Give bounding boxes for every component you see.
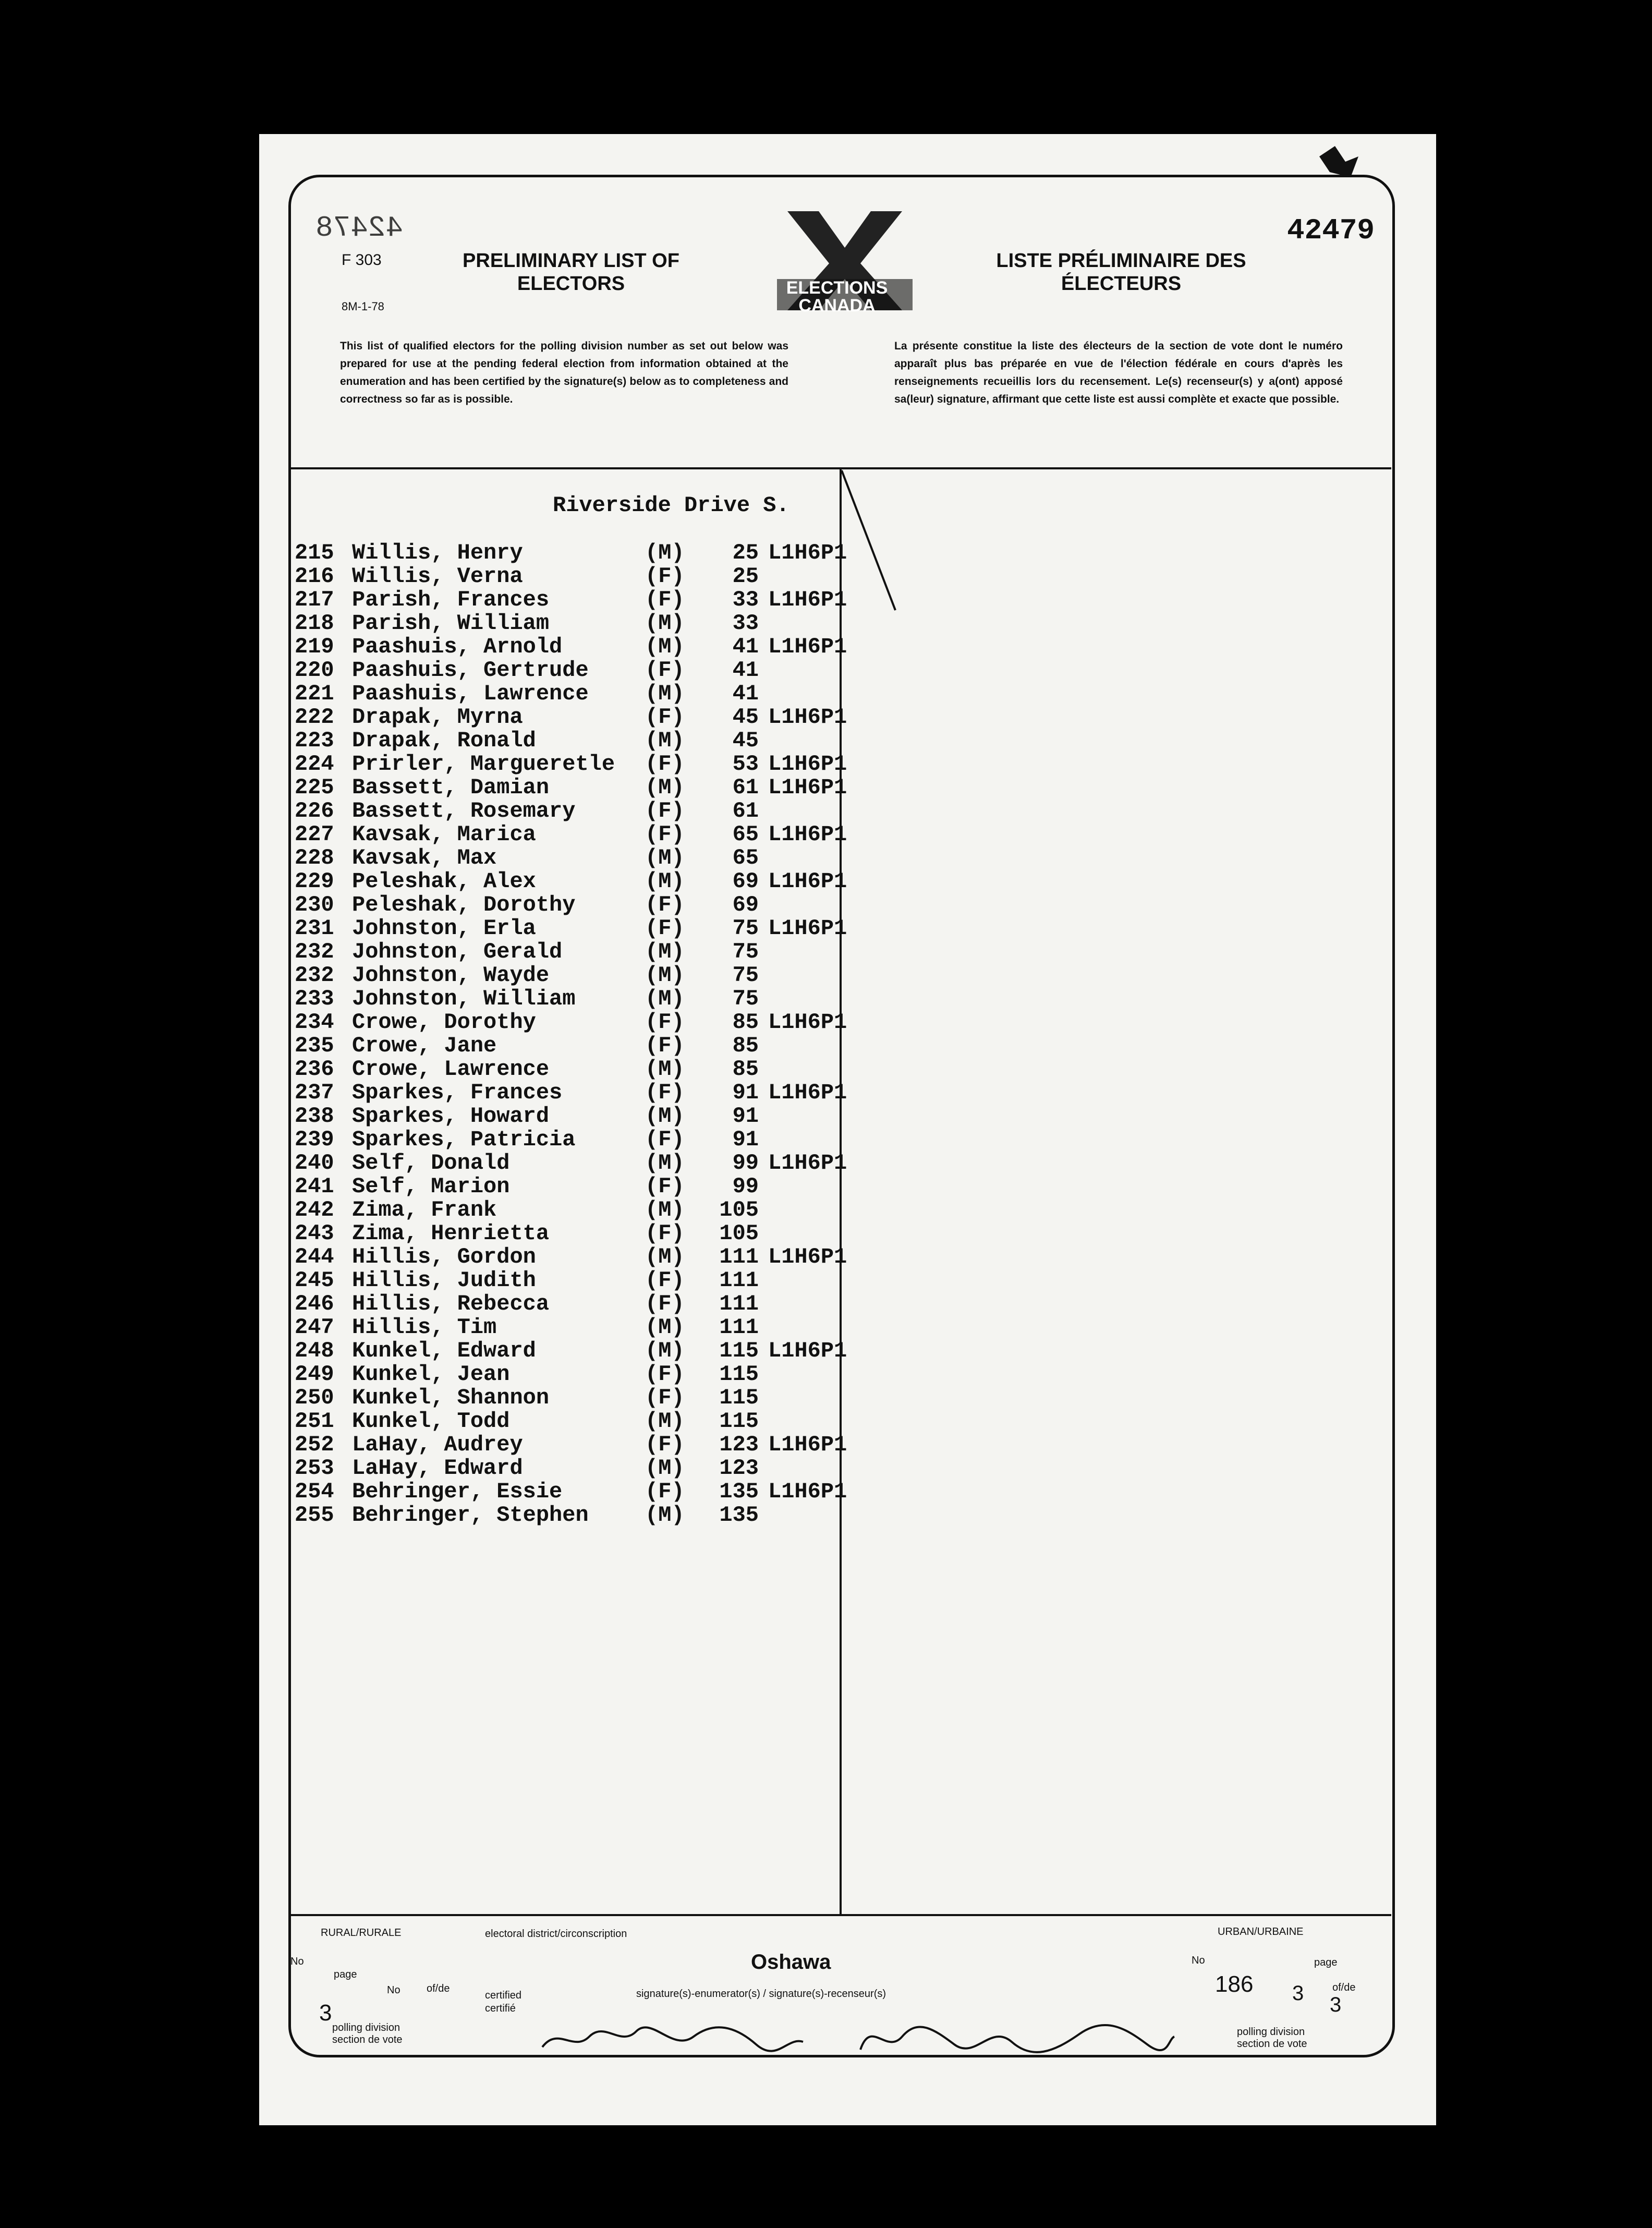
elector-postal-code: L1H6P1 — [768, 1151, 847, 1176]
elector-name: Behringer, Stephen — [352, 1503, 589, 1528]
elector-sex: (M) — [645, 1244, 685, 1269]
elector-name: Johnston, Erla — [352, 916, 536, 941]
elector-name: Kunkel, Jean — [352, 1362, 510, 1387]
elector-number: 243 — [295, 1221, 334, 1246]
elector-sex: (M) — [645, 1057, 685, 1082]
elector-address: 61 — [732, 775, 759, 800]
elector-name: Zima, Henrietta — [352, 1221, 550, 1246]
elector-address: 41 — [732, 681, 759, 706]
enumerator-signature-2 — [855, 2013, 1179, 2068]
elector-number: 216 — [295, 564, 334, 589]
elector-address: 75 — [732, 916, 759, 941]
elector-sex: (M) — [645, 1338, 685, 1363]
elector-number: 245 — [295, 1268, 334, 1293]
elector-number: 234 — [295, 1010, 334, 1035]
elector-address: 53 — [732, 752, 759, 777]
elector-address: 91 — [732, 1104, 759, 1129]
sheet-number: 42479 — [1287, 214, 1375, 247]
elector-address: 85 — [732, 1057, 759, 1082]
elector-number: 219 — [295, 634, 334, 659]
elector-address: 69 — [732, 869, 759, 894]
elector-address: 115 — [719, 1362, 759, 1387]
elector-number: 247 — [295, 1315, 334, 1340]
polling-division-label-right: polling division — [1237, 2026, 1305, 2038]
elector-address: 61 — [732, 798, 759, 824]
elector-name: Willis, Henry — [352, 540, 523, 565]
rural-no-label: No — [290, 1956, 304, 1967]
stamp-number-left: 42478 — [315, 211, 404, 245]
elector-sex: (M) — [645, 1104, 685, 1129]
elector-postal-code: L1H6P1 — [768, 1010, 847, 1035]
elector-address: 135 — [719, 1503, 759, 1528]
elector-name: Behringer, Essie — [352, 1479, 563, 1504]
elector-number: 228 — [295, 845, 334, 870]
elector-name: Crowe, Dorothy — [352, 1010, 536, 1035]
polling-division-label-left: polling division — [332, 2022, 400, 2033]
intro-english: This list of qualified electors for the polling division number as set out below was prepared for use at the pending federal election from information obtained at the enumeration and has been certified by the signature(s) below as to completeness and correctness so far as is possible. — [340, 340, 788, 405]
urban-no-value: 186 — [1215, 1971, 1254, 1997]
elector-postal-code: L1H6P1 — [768, 916, 847, 941]
elector-sex: (M) — [645, 540, 685, 565]
elections-canada-logo — [777, 206, 913, 316]
elector-number: 252 — [295, 1432, 334, 1457]
elector-name: Hillis, Judith — [352, 1268, 536, 1293]
elector-name: Self, Donald — [352, 1151, 510, 1176]
elector-number: 215 — [295, 540, 334, 565]
elector-postal-code: L1H6P1 — [768, 1338, 847, 1363]
elector-name: Peleshak, Dorothy — [352, 892, 576, 917]
elector-address: 75 — [732, 986, 759, 1011]
intro-french: La présente constitue la liste des électeurs de la section de vote dont le numéro apparaît plus bas préparée en vue de l'élection fédérale en cours d'après les renseignements recueillis lors du recensement. Le(s) recenseur(s) y a(ont) apposé sa(leur) signature, affirmant que cette liste est aussi complète et exacte que possible. — [894, 340, 1343, 405]
elector-number: 253 — [295, 1456, 334, 1481]
elector-sex: (F) — [645, 587, 685, 612]
elector-name: Hillis, Gordon — [352, 1244, 536, 1269]
elector-name: Johnston, William — [352, 986, 576, 1011]
elector-number: 240 — [295, 1151, 334, 1176]
certified-label: certified — [485, 1990, 522, 2001]
elector-address: 33 — [732, 587, 759, 612]
elector-sex: (F) — [645, 705, 685, 730]
elector-name: Parish, William — [352, 611, 550, 636]
elector-postal-code: L1H6P1 — [768, 869, 847, 894]
enumerator-signature-1 — [537, 2016, 808, 2065]
elector-number: 224 — [295, 752, 334, 777]
elector-sex: (M) — [645, 634, 685, 659]
elector-address: 85 — [732, 1033, 759, 1058]
elector-postal-code: L1H6P1 — [768, 1080, 847, 1105]
elector-address: 41 — [732, 658, 759, 683]
elector-name: Drapak, Myrna — [352, 705, 523, 730]
elector-address: 123 — [719, 1432, 759, 1457]
elector-number: 255 — [295, 1503, 334, 1528]
elector-sex: (M) — [645, 775, 685, 800]
elector-postal-code: L1H6P1 — [768, 705, 847, 730]
elector-number: 246 — [295, 1291, 334, 1316]
elector-sex: (F) — [645, 658, 685, 683]
elector-sex: (F) — [645, 1221, 685, 1246]
elector-sex: (F) — [645, 798, 685, 824]
elector-sex: (M) — [645, 963, 685, 988]
elector-postal-code: L1H6P1 — [768, 634, 847, 659]
elector-number: 237 — [295, 1080, 334, 1105]
elector-sex: (F) — [645, 1362, 685, 1387]
elector-number: 220 — [295, 658, 334, 683]
elector-name: Prirler, Margueretle — [352, 752, 615, 777]
elector-number: 232 — [295, 963, 334, 988]
elector-number: 249 — [295, 1362, 334, 1387]
elector-address: 65 — [732, 822, 759, 847]
elector-address: 123 — [719, 1456, 759, 1481]
elector-number: 244 — [295, 1244, 334, 1269]
elector-sex: (F) — [645, 564, 685, 589]
elector-address: 45 — [732, 728, 759, 753]
elector-sex: (M) — [645, 1151, 685, 1176]
elector-name: Crowe, Jane — [352, 1033, 497, 1058]
elector-address: 33 — [732, 611, 759, 636]
elector-number: 248 — [295, 1338, 334, 1363]
elector-address: 111 — [719, 1244, 759, 1269]
elector-name: Bassett, Rosemary — [352, 798, 576, 824]
elector-sex: (M) — [645, 728, 685, 753]
elector-address: 85 — [732, 1010, 759, 1035]
urban-page-value: 3 — [1292, 1982, 1304, 2005]
elector-number: 238 — [295, 1104, 334, 1129]
rural-of-label: of/de — [427, 1983, 450, 1994]
elector-sex: (M) — [645, 1409, 685, 1434]
elector-sex: (F) — [645, 1174, 685, 1199]
certifie-label: certifié — [485, 2003, 516, 2014]
elector-number: 251 — [295, 1409, 334, 1434]
form-revision: 8M-1-78 — [342, 300, 384, 313]
bleed-through-right — [866, 485, 1345, 1778]
elector-name: Johnston, Gerald — [352, 939, 563, 964]
footer-divider — [290, 1914, 1391, 1916]
elector-name: Kunkel, Todd — [352, 1409, 510, 1434]
elector-sex: (M) — [645, 611, 685, 636]
signature-label: signature(s)-enumerator(s) / signature(s)-recenseur(s) — [636, 1988, 886, 2000]
elector-name: Bassett, Damian — [352, 775, 550, 800]
elector-number: 236 — [295, 1057, 334, 1082]
elector-name: Peleshak, Alex — [352, 869, 536, 894]
elector-number: 217 — [295, 587, 334, 612]
elector-address: 135 — [719, 1479, 759, 1504]
elector-sex: (M) — [645, 681, 685, 706]
elector-name: LaHay, Audrey — [352, 1432, 523, 1457]
elector-number: 241 — [295, 1174, 334, 1199]
section-de-vote-label-left: section de vote — [332, 2034, 403, 2045]
urban-of-value: 3 — [1330, 1993, 1342, 2016]
elector-postal-code: L1H6P1 — [768, 1244, 847, 1269]
elector-sex: (M) — [645, 1315, 685, 1340]
elector-name: Paashuis, Gertrude — [352, 658, 589, 683]
elector-name: Paashuis, Lawrence — [352, 681, 589, 706]
elector-number: 221 — [295, 681, 334, 706]
elector-name: Johnston, Wayde — [352, 963, 550, 988]
elector-number: 250 — [295, 1385, 334, 1410]
elector-number: 226 — [295, 798, 334, 824]
rural-no-value: 3 — [319, 2000, 332, 2026]
elector-postal-code: L1H6P1 — [768, 1432, 847, 1457]
elector-number: 233 — [295, 986, 334, 1011]
elector-name: Parish, Frances — [352, 587, 550, 612]
elector-name: Hillis, Tim — [352, 1315, 497, 1340]
elector-name: Crowe, Lawrence — [352, 1057, 550, 1082]
elector-address: 25 — [732, 540, 759, 565]
elector-name: Kunkel, Shannon — [352, 1385, 550, 1410]
elector-address: 105 — [719, 1221, 759, 1246]
elector-sex: (M) — [645, 845, 685, 870]
elector-address: 115 — [719, 1409, 759, 1434]
elector-name: LaHay, Edward — [352, 1456, 523, 1481]
elector-address: 91 — [732, 1127, 759, 1152]
elector-sex: (F) — [645, 1385, 685, 1410]
elector-address: 69 — [732, 892, 759, 917]
elector-sex: (F) — [645, 822, 685, 847]
elector-number: 242 — [295, 1197, 334, 1222]
street-heading: Riverside Drive S. — [553, 493, 789, 518]
elector-address: 99 — [732, 1174, 759, 1199]
urban-no-label: No — [1192, 1955, 1205, 1966]
elector-address: 75 — [732, 963, 759, 988]
elector-sex: (M) — [645, 986, 685, 1011]
elector-address: 111 — [719, 1315, 759, 1340]
urban-of-label: of/de — [1332, 1982, 1356, 1993]
elector-postal-code: L1H6P1 — [768, 752, 847, 777]
elector-address: 45 — [732, 705, 759, 730]
elector-sex: (M) — [645, 939, 685, 964]
column-divider — [840, 468, 842, 1914]
elector-postal-code: L1H6P1 — [768, 1479, 847, 1504]
elector-postal-code: L1H6P1 — [768, 587, 847, 612]
urban-label: URBAN/URBAINE — [1218, 1926, 1304, 1938]
elector-address: 65 — [732, 845, 759, 870]
elector-address: 91 — [732, 1080, 759, 1105]
elector-sex: (M) — [645, 1456, 685, 1481]
elector-number: 235 — [295, 1033, 334, 1058]
elector-number: 229 — [295, 869, 334, 894]
elector-address: 105 — [719, 1197, 759, 1222]
elector-address: 25 — [732, 564, 759, 589]
elector-number: 239 — [295, 1127, 334, 1152]
elector-sex: (F) — [645, 1127, 685, 1152]
rural-page-label: page — [334, 1969, 357, 1980]
elector-name: Sparkes, Howard — [352, 1104, 550, 1129]
elector-number: 231 — [295, 916, 334, 941]
section-de-vote-label-right: section de vote — [1237, 2038, 1307, 2050]
elector-address: 115 — [719, 1385, 759, 1410]
elector-number: 218 — [295, 611, 334, 636]
elector-name: Willis, Verna — [352, 564, 523, 589]
logo-text: ELECTIONS CANADA — [786, 278, 888, 316]
elector-number: 225 — [295, 775, 334, 800]
elector-name: Sparkes, Frances — [352, 1080, 563, 1105]
elector-number: 232 — [295, 939, 334, 964]
elector-name: Kavsak, Max — [352, 845, 497, 870]
elector-sex: (F) — [645, 1432, 685, 1457]
elector-address: 41 — [732, 634, 759, 659]
elector-postal-code: L1H6P1 — [768, 540, 847, 565]
corner-mark — [1314, 141, 1361, 185]
elector-name: Hillis, Rebecca — [352, 1291, 550, 1316]
elector-sex: (F) — [645, 1268, 685, 1293]
elector-name: Kunkel, Edward — [352, 1338, 536, 1363]
elector-name: Paashuis, Arnold — [352, 634, 563, 659]
elector-sex: (F) — [645, 752, 685, 777]
elector-address: 111 — [719, 1268, 759, 1293]
form-code: F 303 — [342, 251, 382, 269]
elector-name: Zima, Frank — [352, 1197, 497, 1222]
urban-page-label: page — [1314, 1957, 1338, 1968]
elector-number: 254 — [295, 1479, 334, 1504]
elector-address: 115 — [719, 1338, 759, 1363]
elector-sex: (F) — [645, 1010, 685, 1035]
elector-sex: (F) — [645, 916, 685, 941]
elector-sex: (M) — [645, 869, 685, 894]
rural-no-label-2: No — [387, 1984, 400, 1996]
elector-number: 227 — [295, 822, 334, 847]
district-value: Oshawa — [751, 1951, 831, 1973]
elector-sex: (F) — [645, 1291, 685, 1316]
elector-sex: (F) — [645, 1080, 685, 1105]
elector-address: 111 — [719, 1291, 759, 1316]
elector-sex: (F) — [645, 1479, 685, 1504]
title-french: LISTE PRÉLIMINAIRE DES ÉLECTEURS — [996, 250, 1246, 295]
district-label: electoral district/circonscription — [485, 1928, 627, 1940]
elector-number: 222 — [295, 705, 334, 730]
elector-sex: (F) — [645, 1033, 685, 1058]
elector-name: Sparkes, Patricia — [352, 1127, 576, 1152]
elector-sex: (M) — [645, 1503, 685, 1528]
elector-postal-code: L1H6P1 — [768, 775, 847, 800]
elector-name: Drapak, Ronald — [352, 728, 536, 753]
elector-number: 223 — [295, 728, 334, 753]
rural-label: RURAL/RURALE — [321, 1927, 402, 1939]
elector-number: 230 — [295, 892, 334, 917]
elector-address: 75 — [732, 939, 759, 964]
elector-sex: (M) — [645, 1197, 685, 1222]
elector-name: Kavsak, Marica — [352, 822, 536, 847]
elector-name: Self, Marion — [352, 1174, 510, 1199]
elector-postal-code: L1H6P1 — [768, 822, 847, 847]
title-english: PRELIMINARY LIST OF ELECTORS — [463, 250, 679, 295]
elector-sex: (F) — [645, 892, 685, 917]
elector-address: 99 — [732, 1151, 759, 1176]
